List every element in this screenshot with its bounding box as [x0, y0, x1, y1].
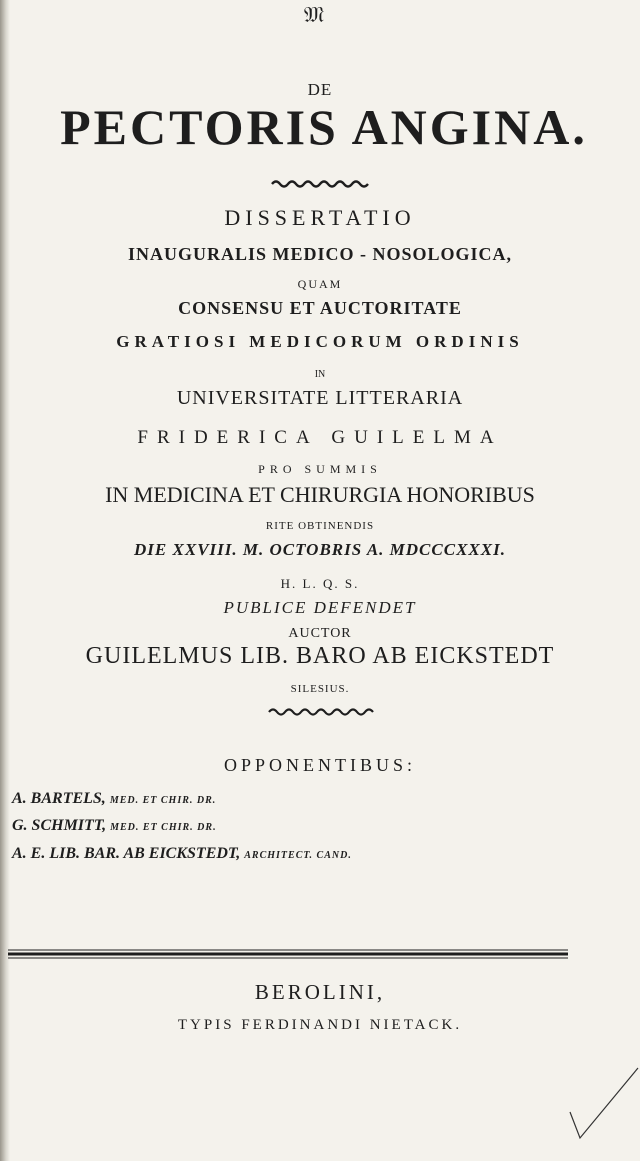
pencil-check-mark — [560, 1060, 640, 1140]
hlqs-line: H. L. Q. S. — [280, 576, 360, 591]
printer-line: TYPIS FERDINANDI NIETACK. — [177, 1017, 463, 1033]
double-rule-divider — [8, 948, 568, 960]
opponent-title: ARCHITECT. CAND. — [244, 850, 352, 861]
title-prefix: DE — [307, 80, 333, 99]
dissertatio-heading: DISSERTATIO — [224, 205, 416, 230]
page-title: PECTORIS ANGINA. — [60, 99, 588, 155]
rite-line: RITE OBTINENDIS — [265, 520, 375, 532]
consensu-line: CONSENSU ET AUCTORITATE — [178, 298, 462, 318]
inauguralis-line: INAUGURALIS MEDICO - NOSOLOGICA, — [127, 244, 513, 264]
auctor-line: AUCTOR — [288, 626, 352, 641]
friderica-line: FRIDERICA GUILELMA — [137, 427, 503, 448]
medicina-line: IN MEDICINA ET CHIRURGIA HONORIBUS — [105, 482, 535, 507]
opponent-name: G. SCHMITT, — [12, 817, 107, 834]
place-of-printing: BEROLINI, — [254, 980, 386, 1004]
publice-line: PUBLICE DEFENDET — [223, 598, 417, 617]
ornament-divider — [270, 178, 370, 188]
library-mark: 𝔐 — [303, 2, 325, 27]
date-line: DIE XXVIII. M. OCTOBRIS A. MDCCCXXXI. — [134, 540, 506, 559]
opponent-row — [12, 817, 217, 835]
opponent-name: A. E. LIB. BAR. AB EICKSTEDT, — [12, 845, 241, 862]
author-name: GUILELMUS LIB. BARO AB EICKSTEDT — [85, 643, 555, 669]
gratiosi-line: GRATIOSI MEDICORUM ORDINIS — [116, 332, 524, 351]
opponent-name: A. BARTELS, — [12, 790, 106, 807]
pro-summis-line: PRO SUMMIS — [258, 462, 382, 476]
opponent-title: MED. ET CHIR. DR. — [110, 822, 217, 833]
silesius-line: SILESIUS. — [290, 683, 350, 695]
opponent-row — [12, 790, 216, 808]
ornament-divider-small — [266, 706, 376, 716]
quam-line: QUAM — [297, 277, 343, 291]
opponentibus-heading: OPPONENTIBUS: — [223, 755, 417, 775]
opponent-row — [12, 845, 352, 863]
opponent-title: MED. ET CHIR. DR. — [109, 795, 217, 806]
in-line: IN — [314, 369, 326, 380]
universitate-line: UNIVERSITATE LITTERARIA — [176, 387, 464, 409]
